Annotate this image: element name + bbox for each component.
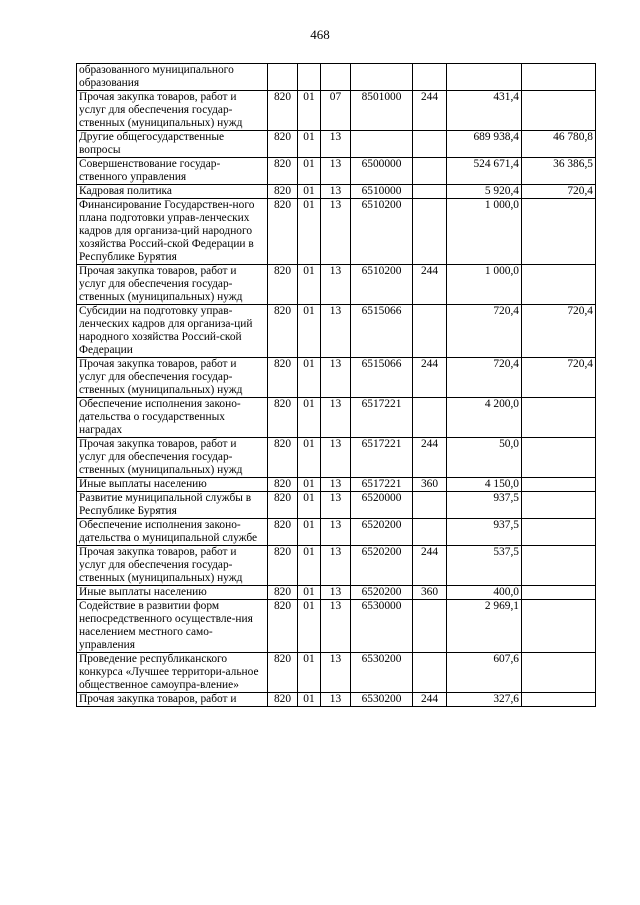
table-row [77,265,596,305]
table-row [77,91,596,131]
cell-expense-type-code [413,492,447,519]
cell-target-article-code: 6510200 [351,199,413,265]
cell-ministry-code: 820 [268,586,298,600]
table-row [77,199,596,265]
cell-target-article-code: 6515066 [351,305,413,358]
cell-section-code: 01 [298,693,321,707]
cell-amount-total: 537,5 [447,546,522,586]
cell-subsection-code: 13 [321,693,351,707]
cell-expense-type-code [413,653,447,693]
cell-amount-total: 50,0 [447,438,522,478]
cell-subsection-code: 13 [321,586,351,600]
budget-table [76,63,596,707]
cell-expense-type-code: 244 [413,91,447,131]
cell-target-article-code: 6515066 [351,358,413,398]
cell-section-code: 01 [298,158,321,185]
cell-subsection-code: 13 [321,519,351,546]
cell-expense-type-code: 244 [413,693,447,707]
cell-target-article-code: 6510200 [351,265,413,305]
cell-section-code: 01 [298,358,321,398]
cell-item-name: Иные выплаты населению [77,586,268,600]
cell-ministry-code: 820 [268,199,298,265]
cell-section-code: 01 [298,600,321,653]
cell-section-code: 01 [298,131,321,158]
cell-subsection-code: 13 [321,131,351,158]
cell-ministry-code: 820 [268,131,298,158]
cell-item-name: Прочая закупка товаров, работ и услуг для обеспечения государ-ственных (муниципальных) нужд [77,265,268,305]
cell-item-name: Прочая закупка товаров, работ и [77,693,268,707]
cell-subsection-code: 13 [321,305,351,358]
cell-target-article-code: 6520200 [351,546,413,586]
cell-amount-federal [522,398,596,438]
cell-target-article-code: 6500000 [351,158,413,185]
table-row [77,185,596,199]
cell-amount-federal [522,438,596,478]
cell-target-article-code: 6517221 [351,438,413,478]
cell-target-article-code: 6520200 [351,519,413,546]
cell-amount-total: 937,5 [447,519,522,546]
cell-amount-federal [522,492,596,519]
cell-amount-total [447,64,522,91]
cell-target-article-code: 6520200 [351,586,413,600]
cell-ministry-code: 820 [268,519,298,546]
cell-ministry-code: 820 [268,546,298,586]
cell-ministry-code: 820 [268,358,298,398]
cell-section-code: 01 [298,653,321,693]
table-row [77,492,596,519]
cell-amount-total: 5 920,4 [447,185,522,199]
cell-subsection-code: 13 [321,600,351,653]
cell-amount-federal [522,693,596,707]
cell-subsection-code: 13 [321,199,351,265]
cell-item-name: Субсидии на подготовку управ-ленческих кадров для организа-ций народного хозяйства Россий-ской Федерации [77,305,268,358]
cell-amount-federal [522,653,596,693]
table-row [77,546,596,586]
cell-amount-federal: 720,4 [522,358,596,398]
cell-amount-total: 2 969,1 [447,600,522,653]
cell-amount-total: 607,6 [447,653,522,693]
table-row [77,693,596,707]
cell-subsection-code: 13 [321,546,351,586]
table-row [77,600,596,653]
cell-amount-total: 720,4 [447,305,522,358]
cell-amount-federal [522,546,596,586]
cell-ministry-code: 820 [268,185,298,199]
cell-item-name: Совершенствование государ-ственного управления [77,158,268,185]
table-row [77,131,596,158]
cell-item-name: образованного муниципального образования [77,64,268,91]
cell-item-name: Финансирование Государствен-ного плана подготовки управ-ленческих кадров для организа-ций народного хозяйства Россий-ской Федерации в Республике Бурятия [77,199,268,265]
cell-target-article-code: 6520000 [351,492,413,519]
cell-subsection-code: 13 [321,158,351,185]
cell-target-article-code: 6517221 [351,398,413,438]
cell-subsection-code: 13 [321,398,351,438]
cell-item-name: Кадровая политика [77,185,268,199]
cell-target-article-code: 6510000 [351,185,413,199]
cell-amount-total: 689 938,4 [447,131,522,158]
cell-target-article-code [351,64,413,91]
cell-ministry-code: 820 [268,265,298,305]
cell-item-name: Прочая закупка товаров, работ и услуг для обеспечения государ-ственных (муниципальных) нужд [77,438,268,478]
cell-ministry-code: 820 [268,693,298,707]
cell-target-article-code: 6530000 [351,600,413,653]
cell-subsection-code: 13 [321,358,351,398]
cell-amount-total: 400,0 [447,586,522,600]
cell-expense-type-code [413,185,447,199]
table-row [77,64,596,91]
cell-expense-type-code [413,519,447,546]
cell-subsection-code: 13 [321,492,351,519]
cell-amount-total: 1 000,0 [447,199,522,265]
cell-subsection-code: 13 [321,478,351,492]
cell-item-name: Обеспечение исполнения законо-дательства о государственных наградах [77,398,268,438]
cell-section-code: 01 [298,185,321,199]
page-number: 468 [310,27,330,42]
cell-section-code: 01 [298,478,321,492]
cell-subsection-code: 13 [321,438,351,478]
cell-amount-total: 4 150,0 [447,478,522,492]
cell-expense-type-code: 244 [413,546,447,586]
cell-item-name: Другие общегосударственные вопросы [77,131,268,158]
cell-amount-total: 1 000,0 [447,265,522,305]
cell-subsection-code: 13 [321,185,351,199]
table-row [77,519,596,546]
cell-ministry-code: 820 [268,398,298,438]
cell-section-code: 01 [298,492,321,519]
table-row [77,305,596,358]
table-row [77,158,596,185]
table-row [77,398,596,438]
cell-amount-total: 720,4 [447,358,522,398]
cell-amount-federal [522,91,596,131]
cell-expense-type-code [413,398,447,438]
cell-item-name: Проведение республиканского конкурса «Лучшее территори-альное общественное самоупра-вление» [77,653,268,693]
table-row [77,438,596,478]
cell-item-name: Прочая закупка товаров, работ и услуг для обеспечения государ-ственных (муниципальных) нужд [77,546,268,586]
cell-amount-federal [522,478,596,492]
cell-amount-federal: 720,4 [522,305,596,358]
table-row [77,653,596,693]
cell-expense-type-code [413,305,447,358]
cell-amount-total: 4 200,0 [447,398,522,438]
cell-item-name: Развитие муниципальной службы в Республике Бурятия [77,492,268,519]
cell-ministry-code: 820 [268,492,298,519]
cell-section-code: 01 [298,586,321,600]
cell-amount-total: 937,5 [447,492,522,519]
cell-ministry-code: 820 [268,438,298,478]
cell-section-code: 01 [298,519,321,546]
cell-subsection-code: 07 [321,91,351,131]
cell-amount-total: 327,6 [447,693,522,707]
cell-ministry-code: 820 [268,91,298,131]
cell-ministry-code: 820 [268,600,298,653]
cell-expense-type-code: 244 [413,438,447,478]
cell-target-article-code: 8501000 [351,91,413,131]
cell-item-name: Прочая закупка товаров, работ и услуг для обеспечения государ-ственных (муниципальных) нужд [77,91,268,131]
cell-item-name: Прочая закупка товаров, работ и услуг для обеспечения государ-ственных (муниципальных) нужд [77,358,268,398]
cell-amount-federal [522,586,596,600]
cell-target-article-code: 6530200 [351,653,413,693]
cell-ministry-code: 820 [268,158,298,185]
cell-ministry-code: 820 [268,305,298,358]
cell-expense-type-code: 360 [413,586,447,600]
cell-amount-federal [522,64,596,91]
cell-ministry-code: 820 [268,653,298,693]
cell-expense-type-code: 244 [413,265,447,305]
cell-ministry-code: 820 [268,478,298,492]
cell-amount-federal: 720,4 [522,185,596,199]
cell-expense-type-code [413,158,447,185]
cell-section-code: 01 [298,305,321,358]
cell-expense-type-code [413,199,447,265]
cell-section-code: 01 [298,265,321,305]
cell-amount-federal [522,600,596,653]
table-row [77,586,596,600]
cell-expense-type-code [413,600,447,653]
cell-amount-total: 431,4 [447,91,522,131]
table-row [77,358,596,398]
cell-expense-type-code: 244 [413,358,447,398]
cell-amount-total: 524 671,4 [447,158,522,185]
cell-section-code: 01 [298,199,321,265]
cell-section-code: 01 [298,438,321,478]
cell-section-code [298,64,321,91]
cell-amount-federal [522,199,596,265]
cell-subsection-code: 13 [321,653,351,693]
cell-item-name: Обеспечение исполнения законо-дательства о муниципальной службе [77,519,268,546]
cell-ministry-code [268,64,298,91]
cell-subsection-code: 13 [321,265,351,305]
cell-target-article-code: 6530200 [351,693,413,707]
cell-section-code: 01 [298,91,321,131]
cell-expense-type-code [413,131,447,158]
table-row [77,478,596,492]
cell-amount-federal: 36 386,5 [522,158,596,185]
cell-target-article-code [351,131,413,158]
cell-amount-federal: 46 780,8 [522,131,596,158]
cell-item-name: Содействие в развитии форм непосредственного осуществле-ния населением местного само-управления [77,600,268,653]
cell-target-article-code: 6517221 [351,478,413,492]
cell-expense-type-code [413,64,447,91]
cell-expense-type-code: 360 [413,478,447,492]
cell-section-code: 01 [298,546,321,586]
cell-item-name: Иные выплаты населению [77,478,268,492]
table-body [77,64,596,707]
cell-section-code: 01 [298,398,321,438]
cell-subsection-code [321,64,351,91]
cell-amount-federal [522,519,596,546]
cell-amount-federal [522,265,596,305]
